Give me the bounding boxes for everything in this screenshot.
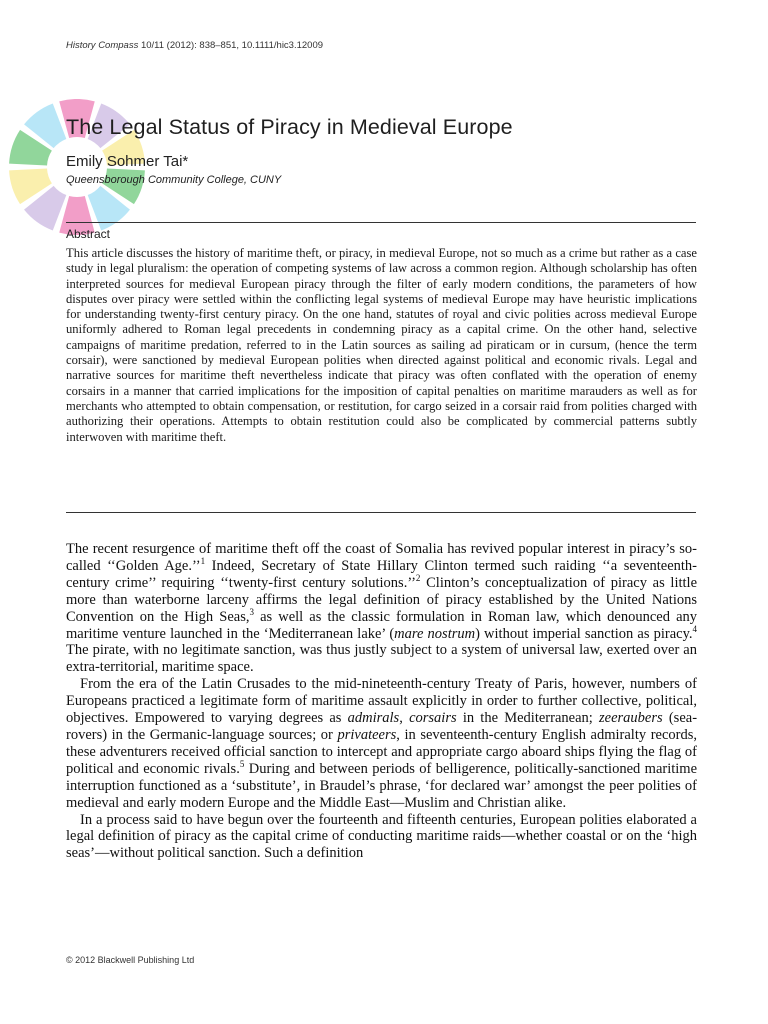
article-author: Emily Sohmer Tai*: [66, 153, 189, 170]
footnote-ref[interactable]: 3: [249, 606, 254, 617]
article-title: The Legal Status of Piracy in Medieval Europe: [66, 115, 513, 139]
footnote-ref[interactable]: 5: [239, 758, 245, 769]
citation-details: 10/11 (2012): 838–851, 10.1111/hic3.12009: [138, 40, 324, 51]
journal-name: History Compass: [66, 40, 139, 51]
footnote-ref[interactable]: 2: [415, 572, 421, 583]
body-paragraph-1: The recent resurgence of maritime theft off the coast of Somalia has revived popular interest in piracy’s so-called ‘‘Golden Age.’’$^1$ Indeed, Secretary of State Hillary Clinton termed such raiding ‘‘a seventeenth-century crime’’ requiring ‘‘twenty-first century solutions.’’$^2$ Clinton’s conceptualization of piracy as little more than waterborne larceny affirms the legal definition of piracy established by the United Nations Convention on the High Seas,$^3$ as well as the classic formulation in Roman law, which denounced any maritime venture launched in the ‘Mediterranean lake’ (mare nostrum) without imperial sanction as piracy.$^4$ The pirate, with no legitimate sanction, was thus justly subject to a system of universal law, exerted over an extra-territorial, maritime space.: [66, 541, 697, 676]
body-paragraph-2: From the era of the Latin Crusades to the mid-nineteenth-century Treaty of Paris, however, numbers of Europeans practiced a legitimate form of maritime assault explicitly in order to further collective, political, objectives. Empowered to varying degrees as admirals, corsairs in the Mediterranean; zeeraubers (sea-rovers) in the Germanic-language sources; or privateers, in seventeenth-century English admiralty records, these adventurers received official sanction to intercept and appropriate cargo aboard ships flying the flag of political and economic rivals.$^5$ During and between periods of belligerence, politically-sanctioned maritime interruption functioned as a ‘substitute’, in Braudel’s phrase, ‘for declared war’ amongst the peer polities of medieval and early modern Europe and the Middle East—Muslim and Christian alike.: [66, 676, 698, 811]
abstract-heading: Abstract: [66, 227, 111, 241]
abstract-text: This article discusses the history of maritime theft, or piracy, in medieval Europe, not so much as a crime but rather as a case study in legal pluralism: the operation of competing systems of law across a common region. Although scholarship has often interpreted sources for medieval European piracy through the filter of early modern conditions, the parameters of how disputes over piracy were settled within the conflicting legal systems of medieval Europe may have heuristic implications for understanding twenty-first century piracy. On the one hand, statutes of royal and civic polities across medieval Europe uniformly adhered to Roman legal precedents in condemning piracy as a capital crime. On the other hand, selective campaigns of maritime predation, referred to in the Latin sources as sailing ad piraticam or in cursum, (hence the term corsair), were sanctioned by medieval European polities when directed against political and economic rivals. Legal and narrative sources for maritime theft nevertheless indicate that piracy was often conflated with the operation of enemy corsairs in a manner that carried implications for the imposition of capital penalties on maritime marauders as well as for merchants who attempted to obtain compensation, or restitution, for cargo seized in a corsair raid from polities charged with authorizing their operations. Attempts to obtain restitution could also be complicated by commercial patterns subtly interwoven with maritime theft.: [66, 246, 697, 444]
footnote-ref[interactable]: 1: [200, 556, 206, 567]
author-affiliation: Queensborough Community College, CUNY: [66, 174, 282, 186]
abstract-top-rule: [66, 222, 696, 223]
copyright-footer: © 2012 Blackwell Publishing Ltd: [66, 955, 195, 965]
abstract-bottom-rule: [66, 512, 696, 513]
footnote-ref[interactable]: 4: [692, 623, 697, 634]
body-paragraph-3: In a process said to have begun over the fourteenth and fifteenth centuries, European polities elaborated a legal definition of piracy as the capital crime of conducting maritime raids—whether coastal or on the ‘high seas’—without political sanction. Such a definition: [66, 811, 697, 862]
journal-citation-header: [66, 40, 323, 51]
article-body: [66, 541, 697, 862]
